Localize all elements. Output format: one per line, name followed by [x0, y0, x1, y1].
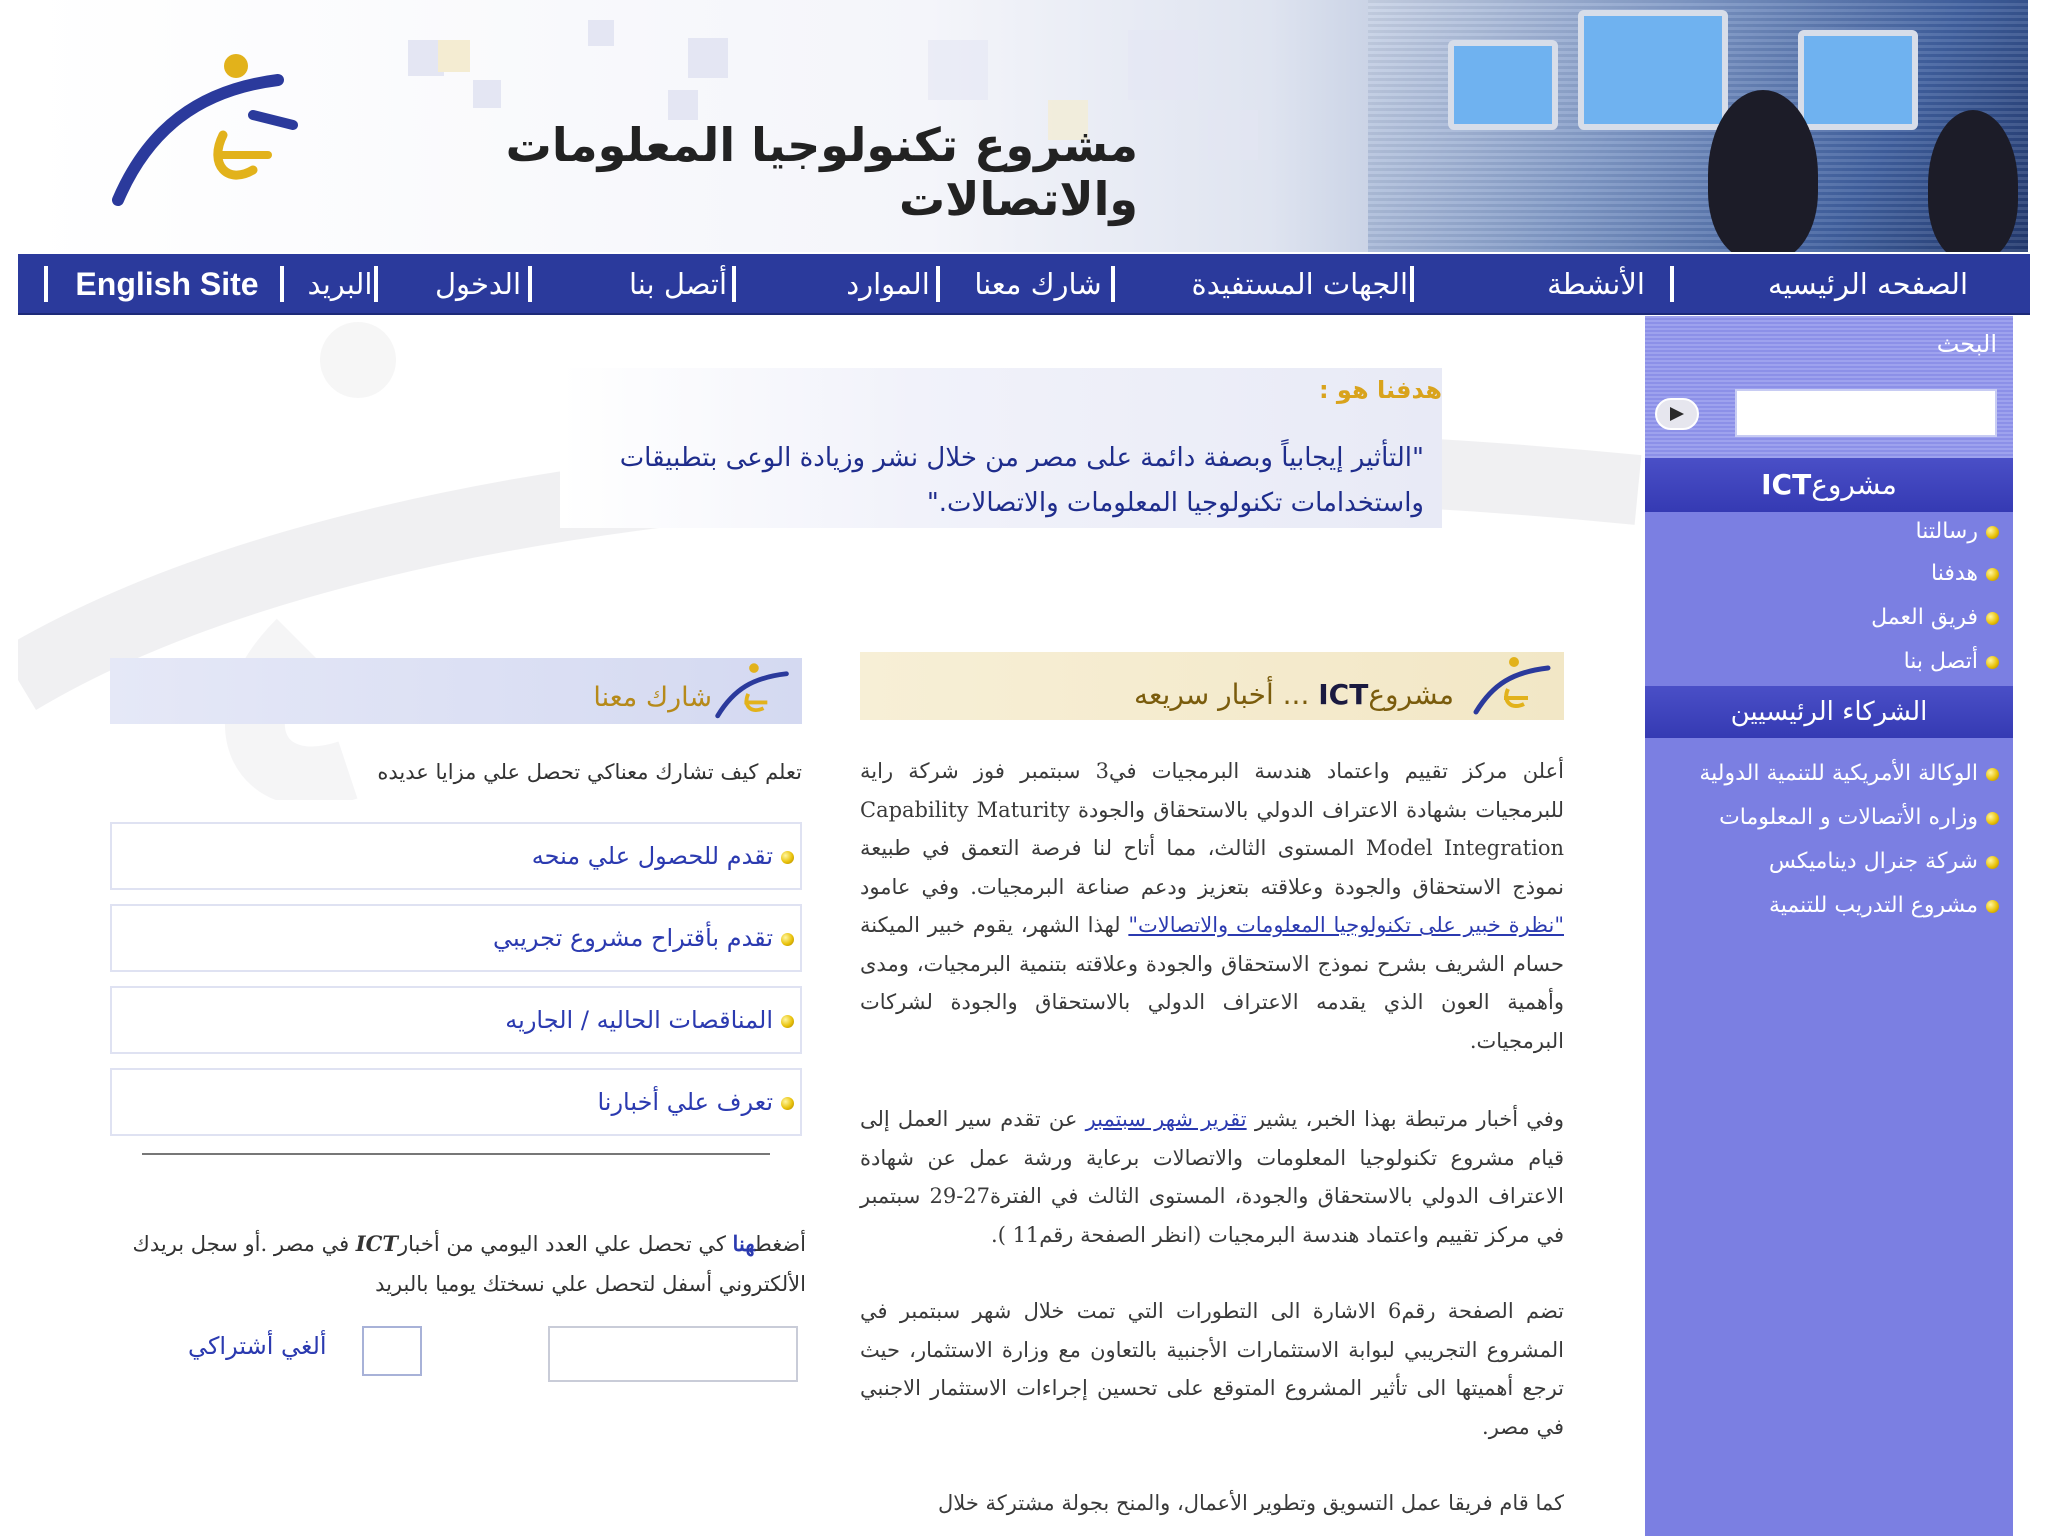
news-paragraph — [860, 1100, 1564, 1254]
nav-separator — [1410, 266, 1414, 302]
bullet-icon — [1986, 768, 1999, 781]
nav-english-site[interactable]: English Site — [75, 266, 259, 302]
bullet-icon — [1986, 526, 1999, 539]
subscribe-text-part: كي تحصل علي العدد اليومي من أخبار — [397, 1232, 733, 1256]
news-text: وفي أخبار مرتبطة بهذا الخبر، يشير — [1246, 1107, 1564, 1131]
partners-section-header: الشركاء الرئيسيين — [1645, 686, 2013, 738]
search-panel — [1645, 316, 2013, 466]
news-text: عن تقدم سير العمل إلى قيام مشروع تكنولوجيا المعلومات والاتصالات برعاية ورشة عمل عن شهادة الاعتراف الدولي بالاستحقاق والجودة، المستوى الثالث في الفترة27-29 سبتمبر في مركز تقييم واعتماد هندسة البرمجيات (انظر الصفحة رقم11 ). — [860, 1107, 1564, 1247]
divider — [142, 1153, 770, 1155]
partner-label: مشروع التدريب للتنمية — [1768, 893, 1978, 918]
participate-header — [110, 658, 802, 724]
sidebar-item-label: رسالتنا — [1915, 519, 1978, 544]
news-title — [1134, 678, 1454, 711]
apply-grant-link[interactable] — [532, 842, 794, 870]
sidebar-item-goal[interactable] — [1931, 556, 1999, 592]
nav-home[interactable]: الصفحه الرئيسيه — [1767, 267, 1969, 301]
news-title-acronym: ICT — [1318, 678, 1369, 711]
news-paragraph: تضم الصفحة رقم6 الاشارة الى التطورات التي تمت خلال شهر سبتمبر في المشروع التجريبي لبوابة الاستثمارات الأجنبية بالتعاون مع وزارة الاستثمار، حيث ترجع أهميتها الى تأثير المشروع المتوقع على تحسين إجراءات الاستثمار الاجنبي في مصر. — [860, 1299, 1564, 1439]
september-report-link[interactable]: تقرير شهر سبتمبر — [1085, 1107, 1247, 1131]
subscribe-here-link[interactable]: هنا — [732, 1231, 755, 1256]
nav-separator — [1670, 266, 1674, 302]
partner-label: الوكالة الأمريكية للتنمية الدولية — [1699, 761, 1978, 786]
propose-pilot-link[interactable] — [493, 924, 794, 952]
partner-label: شركة جنرال ديناميكس — [1768, 849, 1978, 874]
bullet-icon — [1986, 856, 1999, 869]
project-header-prefix: مشروع — [1811, 468, 1897, 501]
bullet-icon — [781, 933, 794, 946]
news-text: لهذا الشهر، يقوم خبير الميكنة حسام الشريف بشرح نموذج الاستحقاق والجودة وعلاقته بتنمية البرمجيات، ومدى وأهمية العون الذي يقدمه الاعتراف الدولي بالاستحقاق والجودة لشركات البرمجيات. — [860, 913, 1564, 1053]
email-field[interactable] — [548, 1326, 798, 1382]
nav-separator — [44, 266, 48, 302]
participate-title: شارك معنا — [593, 682, 712, 713]
link-label: تقدم بأقتراح مشروع تجريبي — [492, 924, 773, 952]
nav-resources[interactable]: الموارد — [846, 267, 930, 301]
ict-logo-icon — [1468, 654, 1558, 718]
bullet-icon — [1986, 900, 1999, 913]
news-paragraph: كما قام فريقا عمل التسويق وتطوير الأعمال، والمنح بجولة مشتركة خلال — [938, 1491, 1564, 1515]
nav-separator — [528, 266, 532, 302]
nav-contact[interactable]: أتصل بنا — [628, 267, 728, 301]
sidebar-item-mission[interactable] — [1916, 514, 1999, 550]
news-text: أعلن مركز تقييم واعتماد هندسة البرمجيات في3 سبتمبر فوز شركة راية للبرمجيات بشهادة الاعتراف الدولي بالاستحقاق والجودة Capability Maturity Model Integration المستوى الثالث، مما أتاح لنا فرصة التعمق في طبيعة نموذج الاستحقاق والجودة وعلاقته بتعزيز ودعم صناعة البرمجيات. وفي عامود — [860, 759, 1565, 899]
link-label: تقدم للحصول علي منحه — [531, 842, 773, 870]
search-go-button[interactable] — [1655, 398, 1699, 430]
participate-link-box — [110, 904, 802, 972]
participate-link-box — [110, 1068, 802, 1136]
nav-participate[interactable]: شارك معنا — [974, 267, 1102, 301]
goal-box — [560, 368, 1442, 528]
nav-beneficiaries[interactable]: الجهات المستفيدة — [1191, 267, 1408, 301]
news-header — [860, 652, 1564, 720]
sidebar-item-label: أتصل بنا — [1903, 649, 1978, 674]
nav-separator — [1111, 266, 1115, 302]
search-input[interactable] — [1735, 389, 1997, 437]
ict-logo-icon — [710, 660, 796, 722]
subscribe-text-part: أضغط — [754, 1232, 806, 1256]
link-label: تعرف علي أخبارنا — [597, 1088, 773, 1116]
project-header-acronym: ICT — [1761, 468, 1812, 501]
search-label: البحث — [1936, 330, 1997, 358]
subscribe-acronym: ICT — [355, 1231, 398, 1256]
partner-general-dynamics[interactable] — [1769, 844, 1999, 880]
unsubscribe-checkbox[interactable] — [362, 1326, 422, 1376]
site-banner — [28, 0, 2028, 252]
unsubscribe-label[interactable]: ألغي أشتراكي — [188, 1332, 327, 1360]
our-news-link[interactable] — [597, 1088, 794, 1116]
tenders-link[interactable] — [505, 1006, 794, 1034]
nav-mail[interactable]: البريد — [307, 267, 373, 301]
partner-training-project[interactable] — [1769, 888, 1999, 924]
ict-logo-icon — [78, 50, 328, 210]
nav-login[interactable]: الدخول — [434, 267, 522, 301]
sidebar-item-label: فريق العمل — [1871, 605, 1978, 630]
bullet-icon — [781, 1015, 794, 1028]
play-arrow-icon — [1666, 405, 1688, 423]
bullet-icon — [1986, 656, 1999, 669]
sidebar-item-label: هدفنا — [1930, 561, 1978, 586]
goal-label: هدفنا هو : — [1318, 376, 1442, 404]
sidebar-item-contact[interactable] — [1904, 644, 1999, 680]
partner-mcit[interactable] — [1719, 800, 1999, 836]
expert-view-link[interactable]: "نظرة خبير على تكنولوجيا المعلومات والاتصالات" — [1128, 913, 1564, 937]
participate-link-box — [110, 986, 802, 1054]
sidebar-item-team[interactable] — [1871, 600, 1999, 636]
participate-link-box — [110, 822, 802, 890]
subscribe-text-part: في مصر .أو سجل بريدك الألكتروني أسفل لتحصل علي نسختك يوميا بالبريد — [132, 1232, 806, 1296]
news-title-prefix: مشروع — [1368, 678, 1454, 711]
partner-usaid[interactable] — [1699, 756, 1999, 792]
project-section-header — [1645, 458, 2013, 512]
bullet-icon — [781, 851, 794, 864]
goal-text: "التأثير إيجابياً وبصفة دائمة على مصر من خلال نشر وزيادة الوعى بتطبيقات واستخدامات تكنولوجيا المعلومات والاتصالات." — [619, 443, 1424, 518]
participate-intro: تعلم كيف تشارك معناكي تحصل علي مزايا عديده — [377, 760, 802, 784]
news-title-suffix: ... أخبار سريعه — [1134, 678, 1310, 711]
bullet-icon — [1986, 568, 1999, 581]
bullet-icon — [1986, 612, 1999, 625]
subscribe-text — [108, 1224, 806, 1304]
bullet-icon — [1986, 812, 1999, 825]
link-label: المناقصات الحاليه / الجاريه — [505, 1006, 773, 1034]
site-title: مشروع تكنولوجيا المعلومات والاتصالات — [505, 118, 1138, 226]
news-paragraph — [860, 752, 1564, 1060]
partner-label: وزاره الأتصالات و المعلومات — [1719, 805, 1978, 830]
bullet-icon — [781, 1097, 794, 1110]
nav-separator — [280, 266, 284, 302]
banner-photo — [1368, 0, 2028, 252]
right-sidebar — [1645, 316, 2013, 1536]
nav-activities[interactable]: الأنشطة — [1547, 267, 1645, 301]
